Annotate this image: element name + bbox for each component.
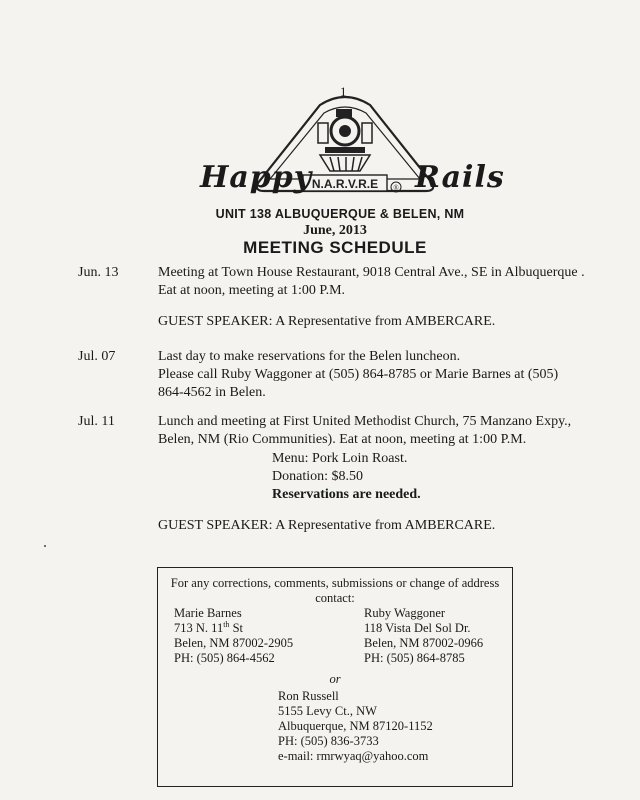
menu-block [272, 450, 421, 504]
entry-line: 864-4562 in Belen. [158, 385, 266, 400]
page-title: MEETING SCHEDULE [243, 238, 427, 257]
entry-line: Belen, NM (Rio Communities). Eat at noon, meeting at 1:00 P.M. [158, 432, 527, 447]
contact-email: e-mail: rmrwyaq@yahoo.com [278, 749, 429, 763]
entry-text [158, 348, 628, 402]
entry-date: Jun. 13 [78, 265, 119, 280]
or-separator: or [329, 672, 341, 686]
contact-name: Marie Barnes [174, 606, 242, 620]
contact-name: Ron Russell [278, 689, 339, 703]
entry-line: Last day to make reservations for the Belen luncheon. [158, 349, 461, 364]
guest-speaker-1: GUEST SPEAKER: A Representative from AMBERCARE. [158, 314, 496, 329]
contact-phone: PH: (505) 864-4562 [174, 651, 275, 665]
reservations-note: Reservations are needed. [272, 487, 421, 502]
contact-bottom [278, 689, 433, 764]
newsletter-date: June, 2013 [303, 223, 367, 238]
donation-line: Donation: $8.50 [272, 469, 363, 484]
contact-city: Albuquerque, NM 87120-1152 [278, 719, 433, 733]
page-number: 1 [340, 84, 347, 99]
guest-speaker-2: GUEST SPEAKER: A Representative from AMBERCARE. [158, 518, 496, 533]
entry-line: Eat at noon, meeting at 1:00 P.M. [158, 283, 346, 298]
contact-phone: PH: (505) 836-3733 [278, 734, 379, 748]
unit-heading: UNIT 138 ALBUQUERQUE & BELEN, NM [215, 207, 465, 221]
script-happy: Happy [200, 160, 313, 195]
contact-city: Belen, NM 87002-0966 [364, 636, 484, 650]
entry-line: Please call Ruby Waggoner at (505) 864-8785 or Marie Barnes at (505) [158, 367, 559, 382]
contact-street: 118 Vista Del Sol Dr. [364, 621, 471, 635]
entry-date: Jul. 07 [78, 349, 116, 364]
scan-speck [44, 545, 46, 547]
entry-text [158, 413, 628, 449]
contact-city: Belen, NM 87002-2905 [174, 636, 294, 650]
contact-header-line: For any corrections, comments, submissions or change of address [170, 576, 500, 590]
entry-line: Lunch and meeting at First United Methodist Church, 75 Manzano Expy., [158, 414, 572, 429]
entry-text [158, 264, 628, 300]
contact-street: 713 N. 11th St [174, 619, 243, 635]
contact-phone: PH: (505) 864-8785 [364, 651, 465, 665]
registered-mark: ® [393, 184, 399, 192]
logo-lettering: N.A.R.V.R.E [311, 177, 379, 191]
entry-date: Jul. 11 [78, 414, 115, 429]
contact-header-line: contact: [315, 591, 355, 605]
contact-box [157, 567, 513, 787]
entry-line: Meeting at Town House Restaurant, 9018 Central Ave., SE in Albuquerque . [158, 265, 585, 280]
script-rails: Rails [415, 160, 505, 195]
contact-right [364, 606, 483, 666]
contact-street: 5155 Levy Ct., NW [278, 704, 377, 718]
menu-line: Menu: Pork Loin Roast. [272, 451, 408, 466]
contact-name: Ruby Waggoner [364, 606, 446, 620]
contact-left [174, 606, 293, 666]
contact-header [158, 576, 512, 606]
